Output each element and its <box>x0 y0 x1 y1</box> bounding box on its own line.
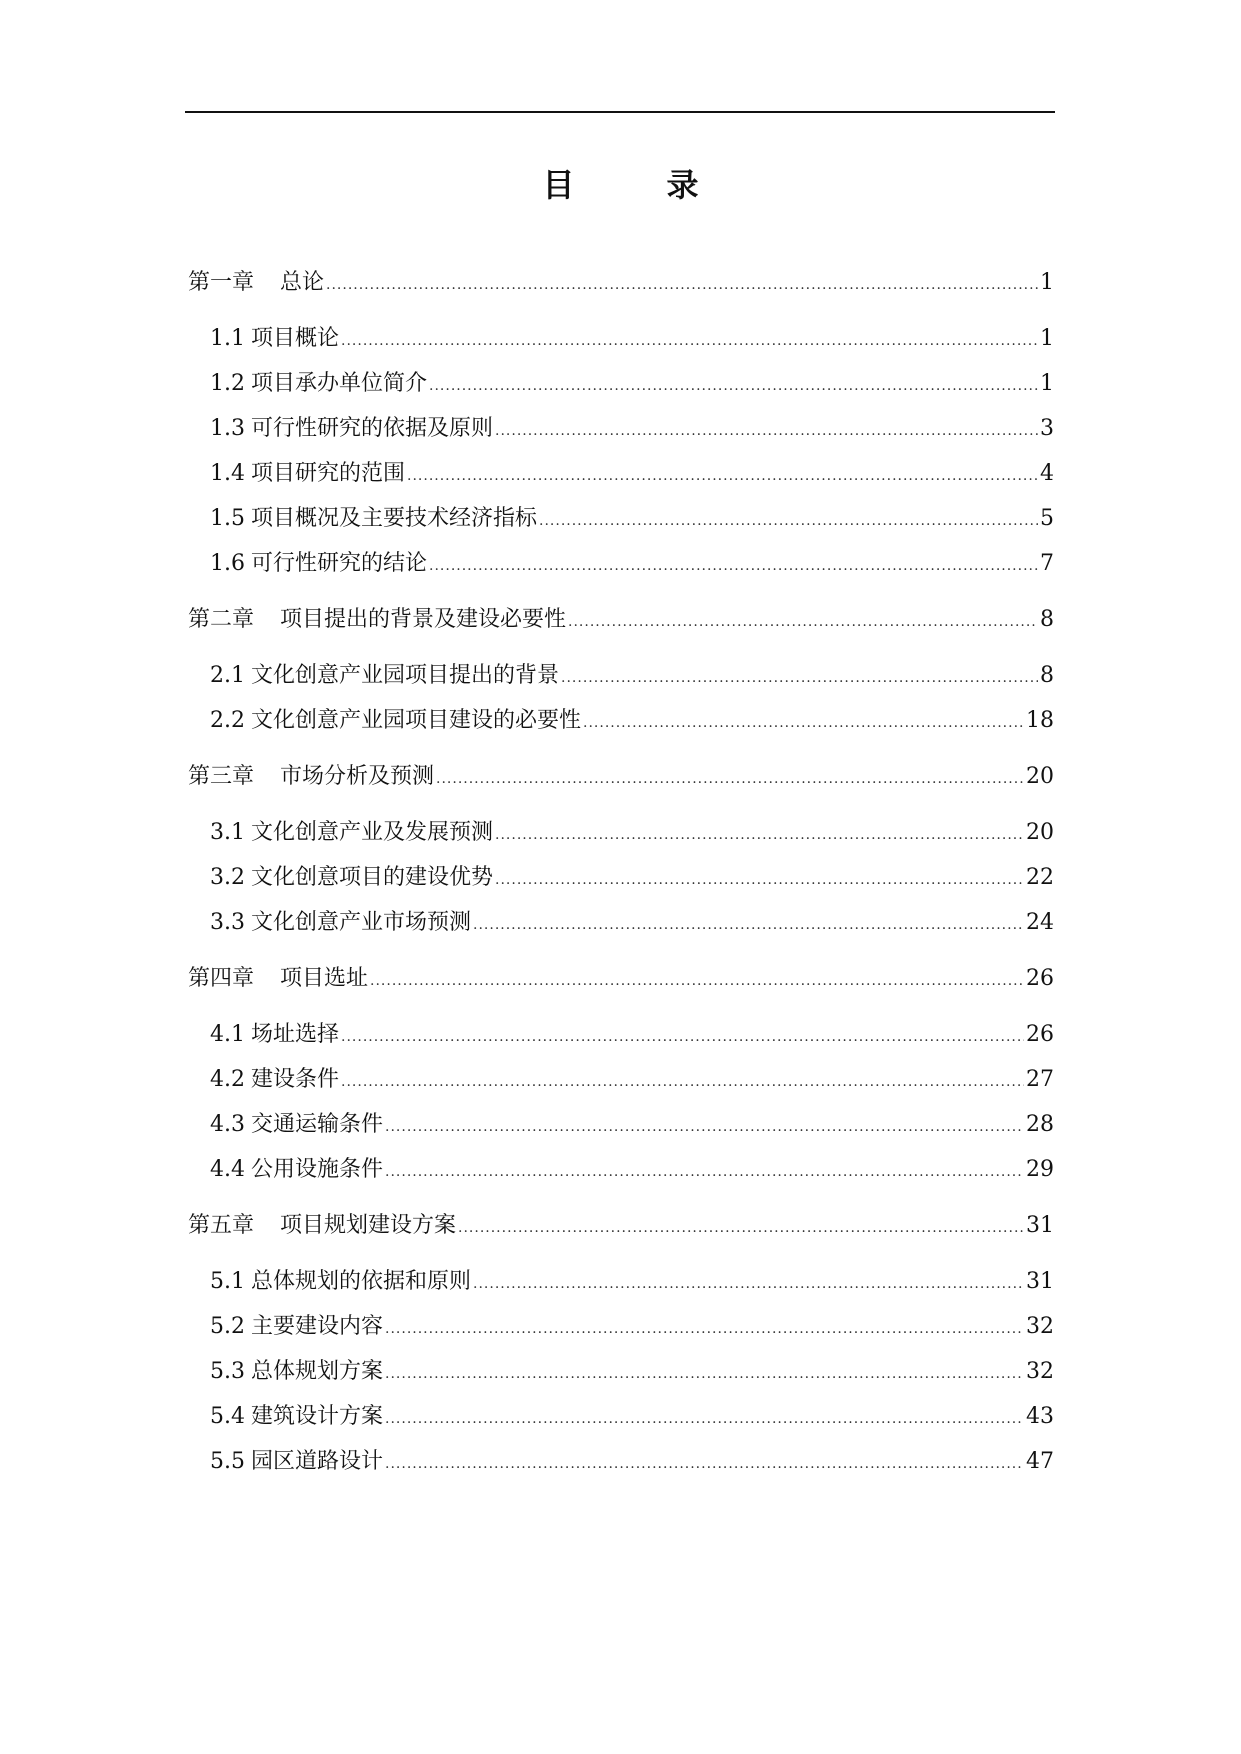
toc-entry-label <box>188 605 566 635</box>
toc-entry-label <box>210 369 427 399</box>
toc-section-entry[interactable] <box>188 369 1054 401</box>
toc-entry-title: 总论 <box>280 270 325 295</box>
toc-entry-number: 5.3 <box>210 1359 245 1384</box>
toc-page-number: 3 <box>1040 416 1054 441</box>
toc-leader-dots <box>385 1112 1024 1142</box>
toc-entry-title: 建设条件 <box>251 1067 340 1092</box>
toc-leader-dots <box>429 371 1038 401</box>
toc-section-entry[interactable] <box>188 549 1054 581</box>
toc-entry-number: 3.3 <box>210 910 245 935</box>
toc-leader-dots <box>341 1022 1024 1052</box>
toc-leader-dots <box>407 461 1038 491</box>
toc-entry-title: 项目选址 <box>280 966 369 991</box>
toc-entry-title: 文化创意项目的建设优势 <box>251 865 494 890</box>
toc-leader-dots <box>583 708 1024 738</box>
toc-entry-title: 项目提出的背景及建设必要性 <box>280 607 567 632</box>
toc-leader-dots <box>561 663 1038 693</box>
toc-section-entry[interactable] <box>188 1110 1054 1142</box>
toc-section-entry[interactable] <box>188 1447 1054 1479</box>
toc-page-number: 29 <box>1026 1157 1054 1182</box>
toc-section-entry[interactable] <box>188 324 1054 356</box>
toc-entry-number: 4.4 <box>210 1157 245 1182</box>
toc-entry-label <box>210 1065 339 1095</box>
toc-entry-number: 1.3 <box>210 416 245 441</box>
toc-page-number: 7 <box>1040 551 1054 576</box>
toc-leader-dots <box>429 551 1038 581</box>
toc-entry-label <box>210 324 339 354</box>
toc-entry-title: 文化创意产业市场预测 <box>251 910 472 935</box>
toc-entry-label <box>188 964 368 994</box>
toc-entry-number: 3.2 <box>210 865 245 890</box>
toc-entry-label <box>210 1357 383 1387</box>
toc-page-number: 18 <box>1026 708 1054 733</box>
toc-entry-label <box>210 908 471 938</box>
table-of-contents <box>188 268 1054 1479</box>
toc-page-number: 24 <box>1026 910 1054 935</box>
toc-page-number: 8 <box>1040 663 1054 688</box>
toc-chapter-entry[interactable] <box>188 1211 1054 1243</box>
toc-entry-label <box>210 1110 383 1140</box>
toc-page-number: 31 <box>1026 1269 1054 1294</box>
toc-entry-number: 第四章 <box>188 966 255 991</box>
toc-entry-number: 5.5 <box>210 1449 245 1474</box>
toc-entry-label <box>210 1402 383 1432</box>
toc-page-number: 4 <box>1040 461 1054 486</box>
toc-entry-number: 1.5 <box>210 506 245 531</box>
toc-entry-number: 第三章 <box>188 764 255 789</box>
toc-leader-dots <box>385 1404 1024 1434</box>
toc-leader-dots <box>326 270 1038 300</box>
toc-page-number: 43 <box>1026 1404 1054 1429</box>
toc-entry-label <box>210 1155 383 1185</box>
toc-section-entry[interactable] <box>188 1020 1054 1052</box>
toc-section-entry[interactable] <box>188 504 1054 536</box>
toc-leader-dots <box>568 607 1038 637</box>
toc-entry-title: 文化创意产业园项目提出的背景 <box>251 663 560 688</box>
toc-entry-number: 4.2 <box>210 1067 245 1092</box>
toc-entry-number: 1.6 <box>210 551 245 576</box>
toc-entry-number: 5.1 <box>210 1269 245 1294</box>
toc-page-number: 8 <box>1040 607 1054 632</box>
toc-section-entry[interactable] <box>188 414 1054 446</box>
toc-entry-title: 主要建设内容 <box>251 1314 384 1339</box>
toc-entry-label <box>210 549 427 579</box>
toc-section-entry[interactable] <box>188 863 1054 895</box>
toc-page-number: 27 <box>1026 1067 1054 1092</box>
toc-entry-label <box>210 706 581 736</box>
toc-entry-label <box>210 863 493 893</box>
toc-entry-label <box>210 661 559 691</box>
toc-entry-title: 项目概论 <box>251 326 340 351</box>
toc-page-number: 47 <box>1026 1449 1054 1474</box>
toc-entry-title: 总体规划的依据和原则 <box>251 1269 472 1294</box>
toc-chapter-entry[interactable] <box>188 964 1054 996</box>
toc-page-number: 1 <box>1040 270 1054 295</box>
toc-entry-title: 项目概况及主要技术经济指标 <box>251 506 538 531</box>
toc-entry-label <box>210 504 537 534</box>
toc-page-number: 28 <box>1026 1112 1054 1137</box>
toc-entry-label <box>210 414 493 444</box>
toc-entry-title: 园区道路设计 <box>251 1449 384 1474</box>
toc-entry-number: 1.4 <box>210 461 245 486</box>
header-rule <box>185 111 1055 113</box>
toc-entry-number: 5.4 <box>210 1404 245 1429</box>
toc-page-number: 26 <box>1026 1022 1054 1047</box>
toc-entry-number: 1.1 <box>210 326 245 351</box>
toc-leader-dots <box>473 1269 1024 1299</box>
page-title: 目 录 <box>542 166 729 204</box>
toc-leader-dots <box>495 820 1024 850</box>
toc-entry-label <box>210 1020 339 1050</box>
toc-section-entry[interactable] <box>188 818 1054 850</box>
toc-section-entry[interactable] <box>188 1312 1054 1344</box>
toc-leader-dots <box>385 1157 1024 1187</box>
toc-page-number: 22 <box>1026 865 1054 890</box>
toc-entry-title: 文化创意产业及发展预测 <box>251 820 494 845</box>
toc-section-entry[interactable] <box>188 908 1054 940</box>
toc-section-entry[interactable] <box>188 1155 1054 1187</box>
toc-leader-dots <box>370 966 1024 996</box>
toc-entry-title: 市场分析及预测 <box>280 764 435 789</box>
toc-leader-dots <box>385 1449 1024 1479</box>
toc-leader-dots <box>385 1359 1024 1389</box>
toc-entry-number: 2.2 <box>210 708 245 733</box>
toc-entry-title: 可行性研究的依据及原则 <box>251 416 494 441</box>
toc-section-entry[interactable] <box>188 706 1054 738</box>
toc-page-number: 1 <box>1040 371 1054 396</box>
toc-leader-dots <box>385 1314 1024 1344</box>
toc-section-entry[interactable] <box>188 459 1054 491</box>
toc-chapter-entry[interactable] <box>188 268 1054 300</box>
toc-entry-label <box>210 818 493 848</box>
toc-entry-label <box>210 1312 383 1342</box>
toc-entry-label <box>188 1211 456 1241</box>
toc-section-entry[interactable] <box>188 1402 1054 1434</box>
toc-leader-dots <box>539 506 1038 536</box>
toc-entry-number: 1.2 <box>210 371 245 396</box>
toc-leader-dots <box>495 865 1024 895</box>
toc-chapter-entry[interactable] <box>188 605 1054 637</box>
toc-leader-dots <box>436 764 1024 794</box>
toc-section-entry[interactable] <box>188 1065 1054 1097</box>
toc-leader-dots <box>341 1067 1024 1097</box>
toc-leader-dots <box>341 326 1038 356</box>
toc-page-number: 20 <box>1026 820 1054 845</box>
toc-entry-title: 总体规划方案 <box>251 1359 384 1384</box>
toc-entry-title: 项目规划建设方案 <box>280 1213 457 1238</box>
toc-entry-number: 第一章 <box>188 270 255 295</box>
toc-entry-title: 公用设施条件 <box>251 1157 384 1182</box>
toc-entry-label <box>188 762 434 792</box>
toc-entry-title: 文化创意产业园项目建设的必要性 <box>251 708 582 733</box>
toc-entry-number: 4.1 <box>210 1022 245 1047</box>
toc-entry-title: 项目承办单位简介 <box>251 371 428 396</box>
toc-entry-title: 可行性研究的结论 <box>251 551 428 576</box>
toc-page-number: 32 <box>1026 1314 1054 1339</box>
toc-entry-title: 建筑设计方案 <box>251 1404 384 1429</box>
toc-section-entry[interactable] <box>188 1267 1054 1299</box>
toc-entry-title: 项目研究的范围 <box>251 461 406 486</box>
toc-entry-label <box>210 1447 383 1477</box>
toc-leader-dots <box>495 416 1038 446</box>
toc-entry-label <box>210 1267 471 1297</box>
toc-leader-dots <box>473 910 1024 940</box>
toc-entry-title: 交通运输条件 <box>251 1112 384 1137</box>
toc-entry-number: 4.3 <box>210 1112 245 1137</box>
toc-entry-number: 5.2 <box>210 1314 245 1339</box>
toc-page-number: 32 <box>1026 1359 1054 1384</box>
toc-section-entry[interactable] <box>188 661 1054 693</box>
toc-entry-label <box>188 268 324 298</box>
toc-entry-title: 场址选择 <box>251 1022 340 1047</box>
toc-entry-number: 3.1 <box>210 820 245 845</box>
toc-entry-label <box>210 459 405 489</box>
toc-entry-number: 第五章 <box>188 1213 255 1238</box>
toc-chapter-entry[interactable] <box>188 762 1054 794</box>
toc-entry-number: 2.1 <box>210 663 245 688</box>
toc-page-number: 31 <box>1026 1213 1054 1238</box>
toc-leader-dots <box>458 1213 1024 1243</box>
toc-section-entry[interactable] <box>188 1357 1054 1389</box>
toc-page-number: 26 <box>1026 966 1054 991</box>
toc-page-number: 1 <box>1040 326 1054 351</box>
toc-entry-number: 第二章 <box>188 607 255 632</box>
toc-page-number: 5 <box>1040 506 1054 531</box>
toc-page-number: 20 <box>1026 764 1054 789</box>
